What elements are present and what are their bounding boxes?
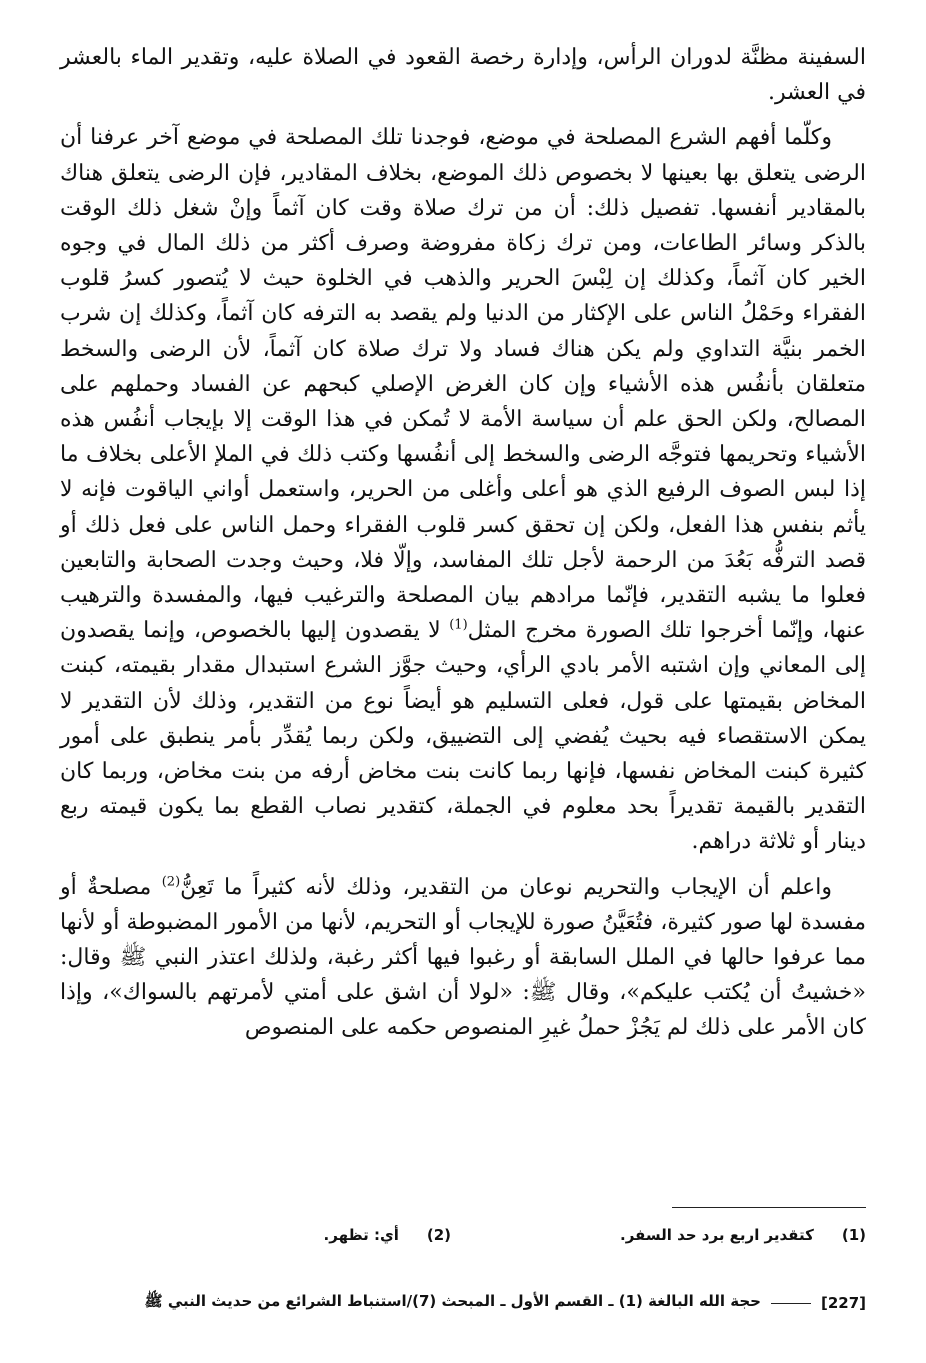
footnote-2-number: (2) [426,1226,451,1244]
footnote-1-text: كتقدير اربع برد حد السفر. [620,1226,814,1244]
paragraph-3 [60,870,866,1046]
paragraph-2-part-a: وكلّما أفهم الشرع المصلحة في موضع، فوجدنا تلك المصلحة في موضع آخر عرفنا أن الرضى يتعلق بها بعينها لا بخصوص ذلك الموضع، بخلاف المقادير، فإن الرضى يتعلق هناك بالمقادير أنفسها. تفصيل ذلك: أن من ترك صلاة وقت كان آثماً وإنْ شغل ذلك الوقت بالذكر وسائر الطاعات، ومن ترك زكاة مفروضة وصرف أكثر من ذلك المال في وجوه الخير كان آثماً، وكذلك إن لِبْسَ الحرير والذهب في الخلوة حيث لا يُتصور كسرُ قلوب الفقراء وحَمْلُ الناس على الإكثار من الدنيا ولم يقصد به الترفه كان آثماً، وكذلك إن شرب الخمر بنيَّة التداوي ولم يكن هناك فساد ولا ترك صلاة كان آثماً، لأن الرضى والسخط متعلقان بأنفُس هذه الأشياء وإن كان الغرض الإصلي كبحهم عن الفساد وحملهم على المصالح، ولكن الحق علم أن سياسة الأمة لا تُمكن في هذا الوقت إلا بإيجاب أنفُس هذه الأشياء وتحريمها فتوجَّه الرضى والسخط إلى أنفُسها وكتب ذلك في الملإ الأعلى بخلاف ما إذا لبس الصوف الرفيع الذي هو أعلى وأغلى من الحرير، واستعمل أواني الياقوت فإنه لا يأثم بنفس هذا الفعل، ولكن إن تحقق كسر قلوب الفقراء وحمل الناس على فعل ذلك أو قصد الترفُّه بَعُدَ من الرحمة لأجل تلك المفاسد، وإلّا فلا، وحيث وجدت الصحابة والتابعين فعلوا ما يشبه التقدير، فإنّما مرادهم بيان المصلحة والترغيب فيها، والمفسدة والترهيب عنها، وإنّما أخرجوا تلك الصورة مخرج المثل [60,125,867,644]
footnote-2 [324,1222,451,1248]
paragraph-2-part-b: لا يقصدون إليها بالخصوص، وإنما يقصدون إلى المعاني وإن اشتبه الأمر بادي الرأي، وحيث جوَّز الشرع استبدال مقدار بقيمته، كبنت المخاض بقيمتها على قول، فعلى التسليم هو أيضاً نوع من التقدير، وذلك لأن التقدير لا يمكن الاستقصاء فيه بحيث يُفضي إلى التضييق، ولكن ربما يُقدِّر بأمر ينطبق على أمور كثيرة كبنت المخاض نفسها، فإنها ربما كانت بنت مخاض أرفه من بنت مخاض، وربما كان التقدير بالقيمة تقديراً بحد معلوم في الجملة، كتقدير نصاب القطع بما يكون قيمته ربع دينار أو ثلاثة دراهم. [60,618,866,855]
footnote-separator [672,1207,866,1208]
footer-dash [771,1303,811,1304]
footnote-2-text: أي: تظهر. [323,1226,399,1244]
paragraph-2 [60,120,866,859]
main-text [60,40,866,1046]
footnote-marker-2[interactable]: (2) [161,874,181,890]
running-title: حجة الله البالغة (1) ـ القسم الأول ـ المبحث (7)/استنباط الشرائع من حديث النبي ﷺ [144,1292,761,1310]
page-number: [227] [820,1294,866,1312]
footnote-1 [620,1222,866,1248]
page-footer [60,1289,866,1317]
paragraph-3-part-a: واعلم أن الإيجاب والتحريم نوعان من التقدير، وذلك لأنه كثيراً ما تَعِنُّ [180,874,832,900]
paragraph-3-part-b: مصلحةٌ أو مفسدة لها صور كثيرة، فتُعَيَّنُ صورة للإيجاب أو التحريم، لأنها من الأمور المضبوطة أو لأنها مما عرفوا حالها في الملل السابقة أو رغبوا فيها أكثر رغبة، ولذلك اعتذر النبي ﷺ وقال: «خشيتُ أن يُكتب عليكم»، وقال ﷺ: «لولا أن اشق على أمتي لأمرتهم بالسواك»، وإذا كان الأمر على ذلك لم يَجُزْ حملُ غيرِ المنصوص حكمه على المنصوص [60,874,866,1041]
paragraph-continuation: السفينة مظنَّة لدوران الرأس، وإدارة رخصة القعود في الصلاة عليه، وتقدير الماء بالعشر في العشر. [60,45,866,106]
footnote-marker-1[interactable]: (1) [449,617,468,633]
footnote-1-number: (1) [841,1226,866,1244]
